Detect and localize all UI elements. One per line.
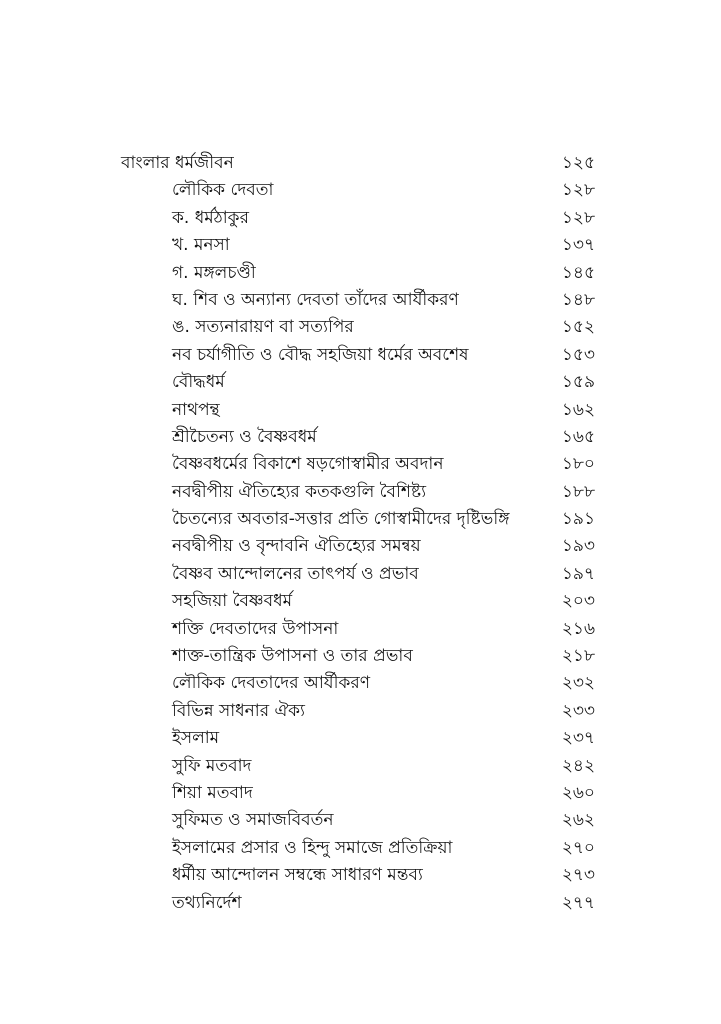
toc-entry-title: ঙ. সত্যনারায়ণ বা সত্যপির — [172, 317, 354, 338]
toc-entry — [0, 451, 721, 478]
toc-entry — [0, 561, 721, 588]
toc-entry-page-number: ১৯১ — [561, 509, 595, 530]
toc-entry — [0, 588, 721, 615]
toc-entry-title: তথ্যনির্দেশ — [172, 892, 242, 913]
toc-entry-title: নবদ্বীপীয় ঐতিহ্যের কতকগুলি বৈশিষ্ট্য — [172, 481, 427, 502]
toc-entry — [0, 506, 721, 533]
toc-entry-title: বৈষ্ণবধর্মের বিকাশে ষড়গোস্বামীর অবদান — [172, 454, 444, 475]
toc-entry-title: গ. মঙ্গলচণ্ডী — [172, 262, 256, 283]
toc-entry — [0, 479, 721, 506]
toc-entry — [0, 698, 721, 725]
toc-entry — [0, 670, 721, 697]
toc-entry — [0, 397, 721, 424]
toc-entry-page-number: ১৫৯ — [561, 372, 595, 393]
toc-entry-title: সুফিমত ও সমাজবিবর্তন — [172, 810, 334, 831]
toc-entry-title: ইসলাম — [172, 728, 220, 749]
toc-entry — [0, 369, 721, 396]
toc-entry — [0, 807, 721, 834]
toc-entry-title: সুফি মতবাদ — [172, 755, 252, 776]
toc-entry-page-number: ২৬২ — [561, 810, 595, 831]
toc-entry-page-number: ১৫৩ — [561, 344, 595, 365]
toc-entry — [0, 424, 721, 451]
toc-entry — [0, 533, 721, 560]
toc-entry-page-number: ১২৮ — [561, 180, 595, 201]
toc-entry — [0, 616, 721, 643]
toc-entry-page-number: ১৩৭ — [561, 235, 595, 256]
toc-entry-title: নাথপন্থ — [172, 399, 220, 420]
toc-entry-page-number: ১৫২ — [561, 317, 595, 338]
toc-entry — [0, 205, 721, 232]
toc-entry-page-number: ১৯৭ — [561, 563, 595, 584]
toc-entry-title: বৌদ্ধধর্ম — [172, 372, 225, 393]
toc-entry-title: বাংলার ধর্মজীবন — [121, 153, 234, 173]
toc-entry — [0, 150, 721, 177]
toc-entry-page-number: ২১৬ — [561, 618, 595, 639]
toc-entry-page-number: ২৬০ — [561, 782, 595, 803]
toc-entry — [0, 890, 721, 917]
toc-entry-title: লৌকিক দেবতাদের আর্যীকরণ — [172, 673, 370, 694]
toc-entry-title: লৌকিক দেবতা — [172, 180, 274, 201]
toc-entry-title: শাক্ত-তান্ত্রিক উপাসনা ও তার প্রভাব — [172, 646, 413, 667]
toc-entry-page-number: ২৩৩ — [561, 700, 595, 721]
toc-entry-page-number: ১৮০ — [561, 454, 595, 475]
toc-entry-title: বিভিন্ন সাধনার ঐক্য — [172, 700, 305, 721]
toc-entry-title: শিয়া মতবাদ — [172, 782, 253, 803]
toc-entry-title: চৈতন্যের অবতার-সত্তার প্রতি গোস্বামীদের দৃষ্টিভঙ্গি — [172, 509, 510, 530]
toc-entry-page-number: ১২৮ — [561, 207, 595, 228]
toc-entry-page-number: ১২৫ — [561, 153, 595, 173]
toc-entry-title: ঘ. শিব ও অন্যান্য দেবতা তাঁদের আর্যীকরণ — [172, 289, 459, 310]
toc-entry-page-number: ২৩২ — [561, 673, 595, 694]
toc-entry-title: ধর্মীয় আন্দোলন সম্বন্ধে সাধারণ মন্তব্য — [172, 865, 423, 886]
toc-entry — [0, 342, 721, 369]
toc-entry-title: ইসলামের প্রসার ও হিন্দু সমাজে প্রতিক্রিয়া — [172, 837, 453, 858]
toc-entry-page-number: ১৮৮ — [561, 481, 595, 502]
toc-entry — [0, 725, 721, 752]
toc-entry-page-number: ২৭৩ — [561, 865, 595, 886]
toc-entry-title: ক. ধর্মঠাকুর — [172, 207, 249, 228]
toc-entry — [0, 232, 721, 259]
toc-entry-page-number: ১৪৮ — [561, 289, 595, 310]
table-of-contents — [0, 150, 721, 917]
toc-entry — [0, 835, 721, 862]
toc-entry — [0, 862, 721, 889]
toc-entry-page-number: ১৬২ — [561, 399, 595, 420]
toc-entry-page-number: ২৭০ — [561, 837, 595, 858]
toc-entry-title: শ্রীচৈতন্য ও বৈষ্ণবধর্ম — [172, 426, 317, 447]
toc-entry-page-number: ২৩৭ — [561, 728, 595, 749]
toc-entry-title: খ. মনসা — [172, 235, 230, 256]
toc-entry-page-number: ১৯৩ — [561, 536, 595, 557]
toc-entry-page-number: ১৪৫ — [561, 262, 595, 283]
toc-entry-title: শক্তি দেবতাদের উপাসনা — [172, 618, 339, 639]
toc-entry-title: বৈষ্ণব আন্দোলনের তাৎপর্য ও প্রভাব — [172, 563, 419, 584]
toc-entry — [0, 780, 721, 807]
toc-entry — [0, 314, 721, 341]
toc-entry-page-number: ২৪২ — [561, 755, 595, 776]
toc-entry-title: নবদ্বীপীয় ও বৃন্দাবনি ঐতিহ্যের সমন্বয় — [172, 536, 421, 557]
toc-entry — [0, 753, 721, 780]
toc-entry-title: সহজিয়া বৈষ্ণবধর্ম — [172, 591, 293, 612]
toc-entry — [0, 260, 721, 287]
toc-entry-page-number: ২০৩ — [561, 591, 595, 612]
toc-entry — [0, 643, 721, 670]
toc-entry-title: নব চর্যাগীতি ও বৌদ্ধ সহজিয়া ধর্মের অবশেষ — [172, 344, 469, 365]
toc-entry-page-number: ১৬৫ — [561, 426, 595, 447]
toc-entry-page-number: ২১৮ — [561, 646, 595, 667]
toc-entry-page-number: ২৭৭ — [561, 892, 595, 913]
toc-entry — [0, 177, 721, 204]
toc-entry — [0, 287, 721, 314]
